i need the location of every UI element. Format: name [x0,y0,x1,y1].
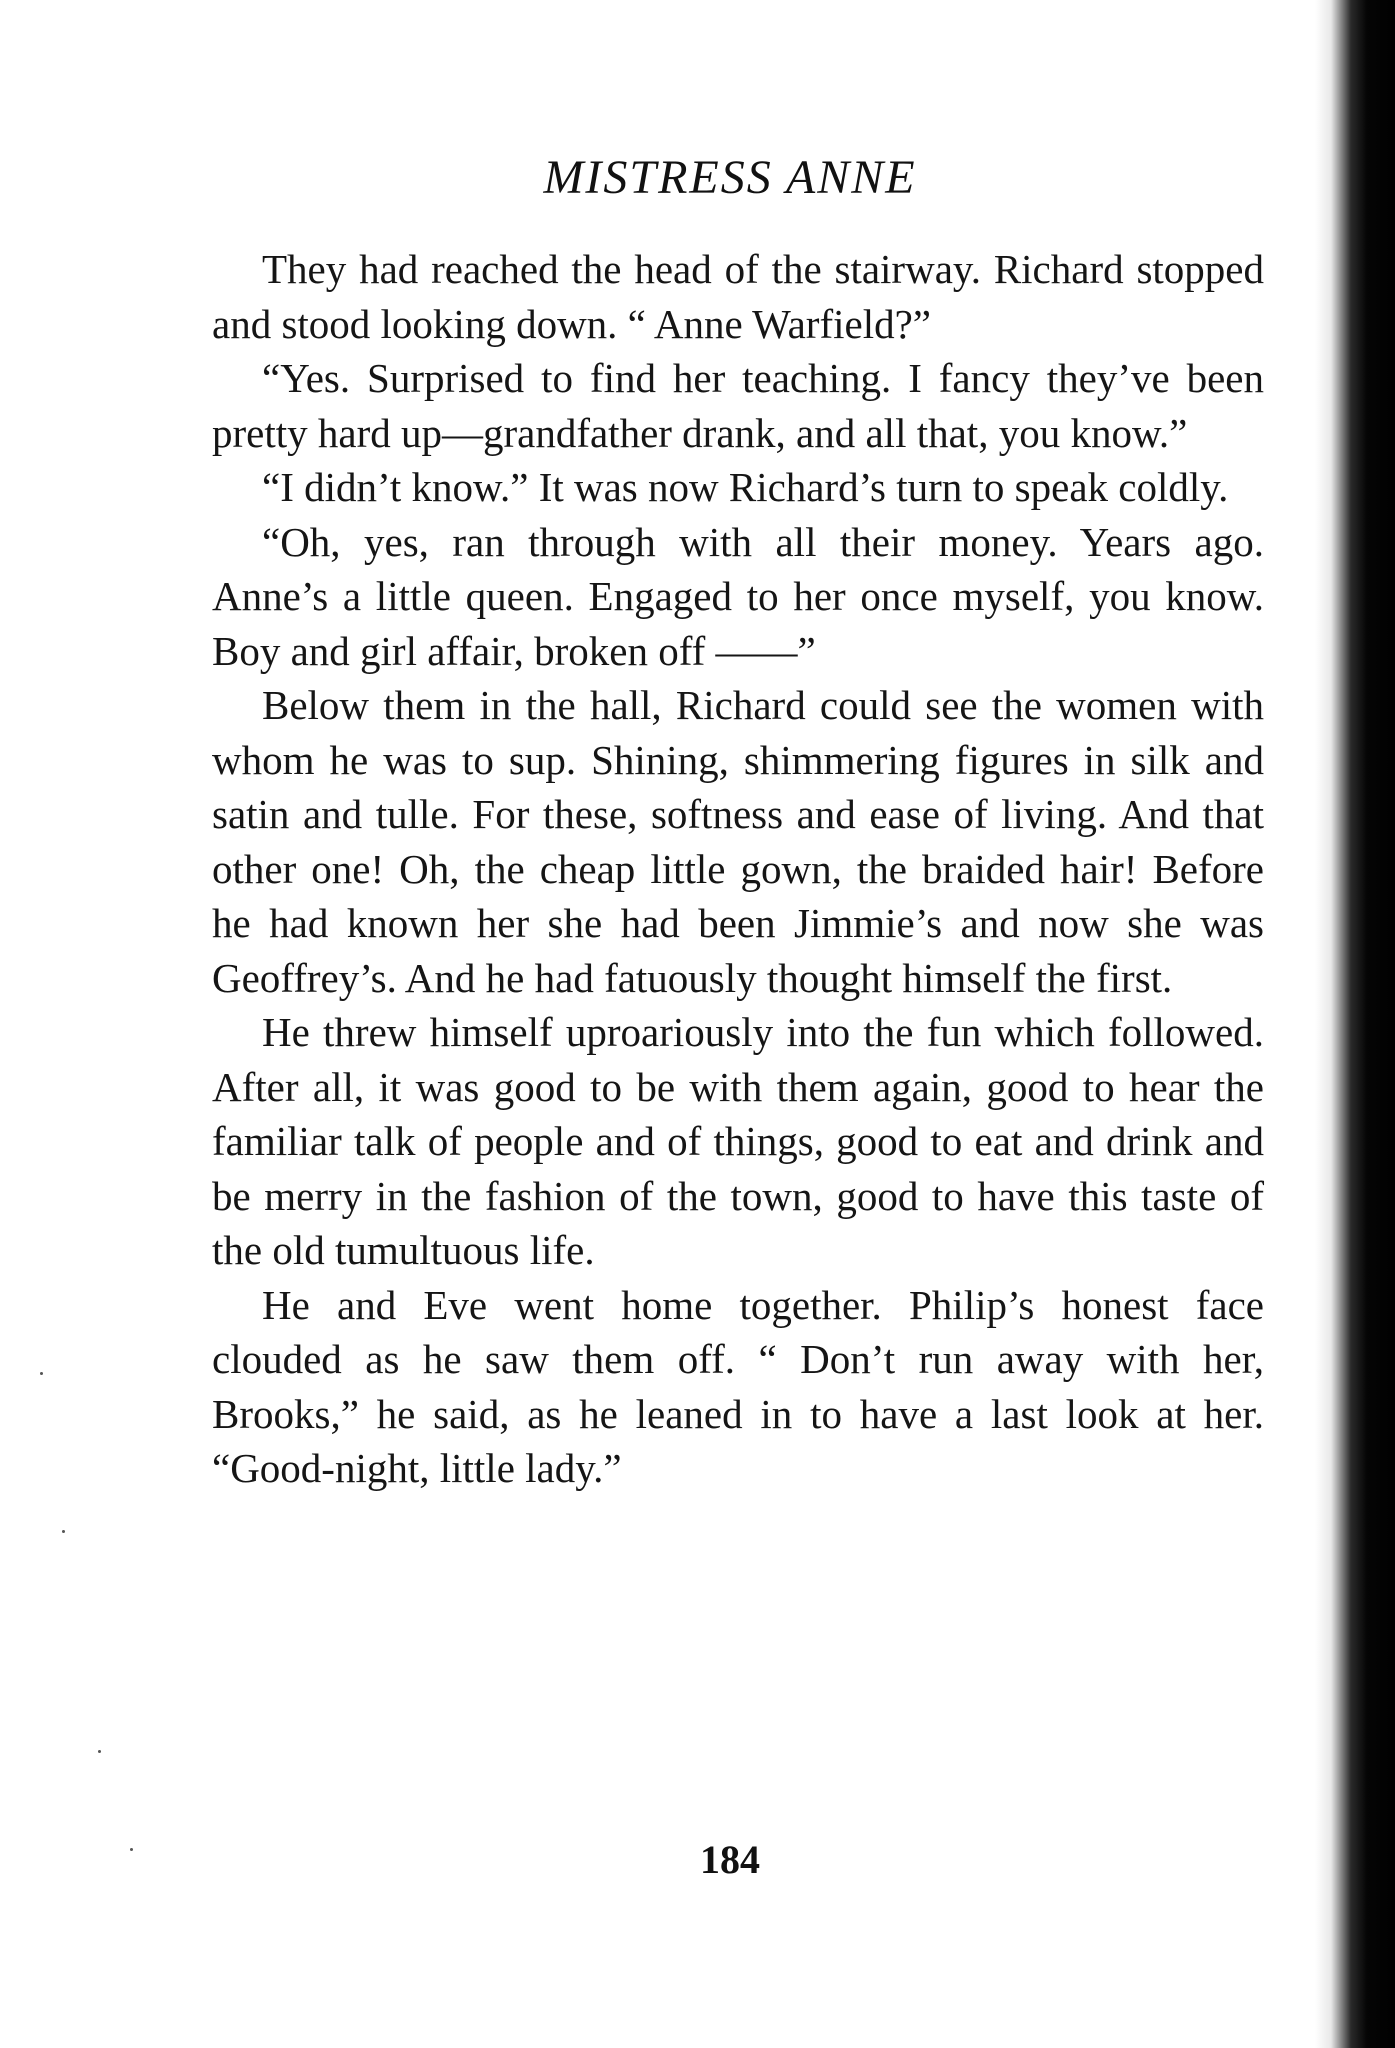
running-head: MISTRESS ANNE [543,151,917,204]
page-number: 184 [700,1837,760,1882]
paragraph: “Yes. Surprised to find her teaching. I fancy they’ve been pretty hard up—grandfather drank, and all that, you know.” [212,355,1264,456]
paragraph: “Oh, yes, ran through with all their money. Years ago. Anne’s a little queen. Engaged to her once myself, you know. Boy and girl affair, broken off ——” [212,518,1264,674]
paragraph: He threw himself uproariously into the fun which followed. After all, it was good to be with them again, good to hear the familiar talk of people and of things, good to eat and drink and be merry in the fashion of the town, good to have this taste of the old tumultuous life. [212,1009,1264,1273]
paragraph: They had reached the head of the stairway. Richard stopped and stood looking down. “ Anne Warfield?” [212,246,1264,347]
scan-speck [98,1750,101,1753]
book-binding-shadow [1315,0,1395,2048]
body-text [212,242,1264,1496]
scan-speck [62,1530,65,1533]
paragraph: He and Eve went home together. Philip’s honest face clouded as he saw them off. “ Don’t run away with her, Brooks,” he said, as he leaned in to have a last look at her. “Good-night, little lady.” [212,1281,1264,1491]
paragraph: “I didn’t know.” It was now Richard’s turn to speak coldly. [262,464,1229,510]
scan-speck [40,1372,43,1375]
scan-speck [130,1848,133,1851]
paragraph: Below them in the hall, Richard could see the women with whom he was to sup. Shining, shimmering figures in silk and satin and tulle. For these, softness and ease of living. And that other one! Oh, the cheap little gown, the braided hair! Before he had known her she had been Jimmie’s and now she was Geoffrey’s. And he had fatuously thought himself the first. [212,682,1264,1001]
